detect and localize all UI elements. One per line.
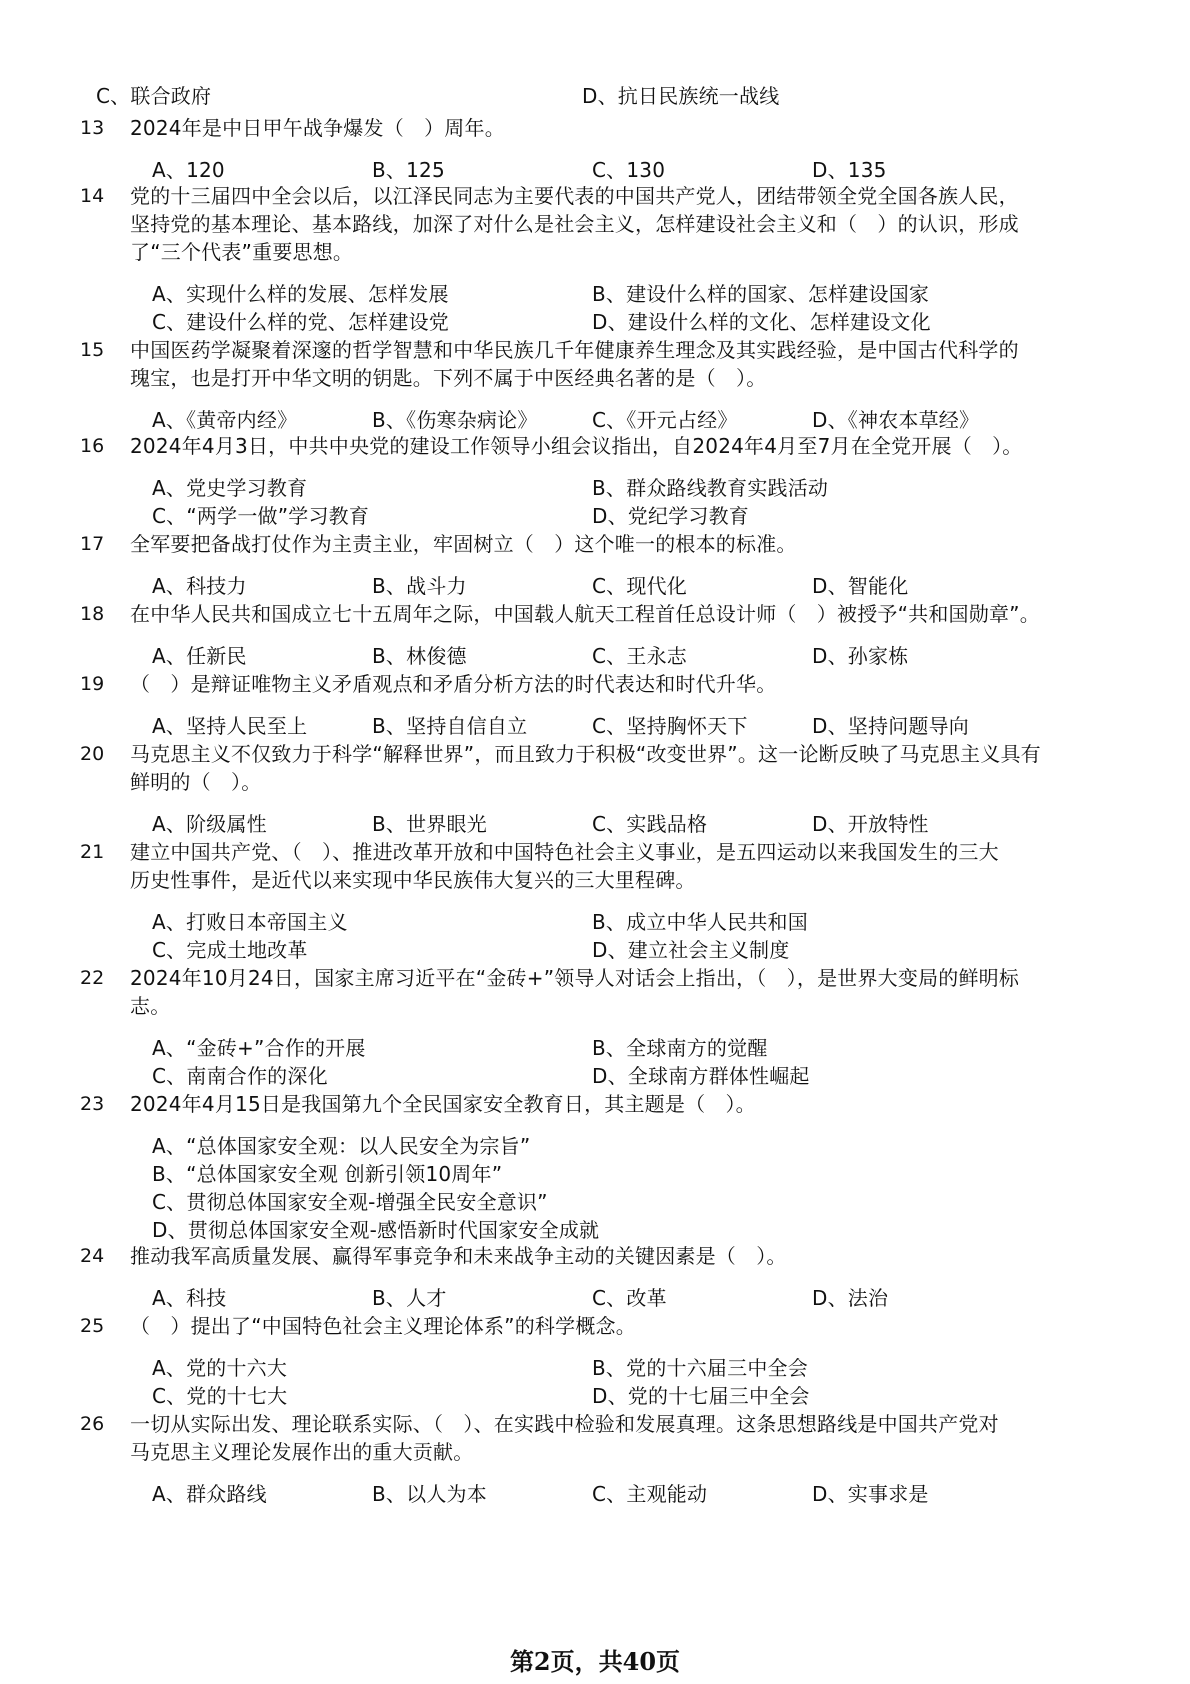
option-a[interactable]: A、任新民 [152,644,247,668]
question-number: 25 [80,1315,105,1337]
option-d[interactable]: D、党的十七届三中全会 [592,1384,810,1408]
option-d[interactable]: D、《神农本草经》 [812,408,980,432]
question-number: 18 [80,603,105,625]
option-c[interactable]: C、实践品格 [592,812,708,836]
question-stem-line: 历史性事件，是近代以来实现中华民族伟大复兴的三大里程碑。 [130,868,696,892]
option-d[interactable]: D、建设什么样的文化、怎样建设文化 [592,310,931,334]
prev-option-d: D、抗日民族统一战线 [582,84,780,108]
option-d[interactable]: D、坚持问题导向 [812,714,970,738]
question-stem-line: 2024年4月3日，中共中央党的建设工作领导小组会议指出，自2024年4月至7月在全党开展（ ）。 [130,434,1023,458]
option-b[interactable]: B、世界眼光 [372,812,487,836]
question-stem-line: （ ）是辩证唯物主义矛盾观点和矛盾分析方法的时代表达和时代升华。 [130,672,777,696]
option-d[interactable]: D、党纪学习教育 [592,504,750,528]
option-c[interactable]: C、主观能动 [592,1482,708,1506]
option-c[interactable]: C、南南合作的深化 [152,1064,328,1088]
option-a[interactable]: A、党史学习教育 [152,476,308,500]
option-c[interactable]: C、建设什么样的党、怎样建设党 [152,310,449,334]
question-stem-line: 2024年4月15日是我国第九个全民国家安全教育日，其主题是（ ）。 [130,1092,756,1116]
option-c[interactable]: C、《开元占经》 [592,408,738,432]
question-number: 19 [80,673,105,695]
option-d[interactable]: D、智能化 [812,574,909,598]
option-d[interactable]: D、全球南方群体性崛起 [592,1064,810,1088]
question-number: 14 [80,185,105,207]
question-stem-line: 坚持党的基本理论、基本路线，加深了对什么是社会主义，怎样建设社会主义和（ ）的认识，形成 [130,212,1019,236]
option-a[interactable]: A、群众路线 [152,1482,267,1506]
option-c[interactable]: C、党的十七大 [152,1384,288,1408]
option-d[interactable]: D、法治 [812,1286,889,1310]
question-stem-line: 2024年10月24日，国家主席习近平在“金砖+”领导人对话会上指出，（ ），是世界大变局的鲜明标 [130,966,1020,990]
prev-option-c: C、联合政府 [96,84,212,108]
option-a[interactable]: A、阶级属性 [152,812,267,836]
option-a[interactable]: A、实现什么样的发展、怎样发展 [152,282,449,306]
page-footer: 第2页，共40页 [509,1647,681,1676]
option-b[interactable]: B、人才 [372,1286,447,1310]
option-b[interactable]: B、林俊德 [372,644,467,668]
option-a[interactable]: A、“总体国家安全观：以人民安全为宗旨” [152,1134,531,1158]
question-stem-line: 马克思主义不仅致力于科学“解释世界”，而且致力于积极“改变世界”。这一论断反映了马克思主义具有 [130,742,1041,766]
question-number: 26 [80,1413,105,1435]
option-a[interactable]: A、党的十六大 [152,1356,288,1380]
option-a[interactable]: A、《黄帝内经》 [152,408,298,432]
option-b[interactable]: B、以人为本 [372,1482,487,1506]
option-b[interactable]: B、“总体国家安全观 创新引领10周年” [152,1162,503,1186]
question-number: 21 [80,841,105,863]
question-stem-line: （ ）提出了“中国特色社会主义理论体系”的科学概念。 [130,1314,636,1338]
question-stem-line: 瑰宝，也是打开中华文明的钥匙。下列不属于中医经典名著的是（ ）。 [130,366,767,390]
option-d[interactable]: D、贯彻总体国家安全观-感悟新时代国家安全成就 [152,1218,600,1242]
question-number: 16 [80,435,105,457]
option-b[interactable]: B、建设什么样的国家、怎样建设国家 [592,282,930,306]
question-number: 23 [80,1093,105,1115]
option-a[interactable]: A、科技力 [152,574,247,598]
question-number: 17 [80,533,105,555]
option-c[interactable]: C、坚持胸怀天下 [592,714,748,738]
option-c[interactable]: C、王永志 [592,644,687,668]
question-stem-line: 鲜明的（ ）。 [130,770,262,794]
option-c[interactable]: C、完成土地改革 [152,938,308,962]
option-a[interactable]: A、科技 [152,1286,227,1310]
question-stem-line: 马克思主义理论发展作出的重大贡献。 [130,1440,474,1464]
question-stem-line: 一切从实际出发、理论联系实际、（ ）、在实践中检验和发展真理。这条思想路线是中国共产党对 [130,1412,999,1436]
question-stem-line: 了“三个代表”重要思想。 [130,240,354,264]
question-stem-line: 志。 [130,994,171,1018]
option-d[interactable]: D、开放特性 [812,812,929,836]
question-number: 22 [80,967,105,989]
option-a[interactable]: A、打败日本帝国主义 [152,910,348,934]
option-b[interactable]: B、坚持自信自立 [372,714,528,738]
option-b[interactable]: B、党的十六届三中全会 [592,1356,808,1380]
option-a[interactable]: A、“金砖+”合作的开展 [152,1036,366,1060]
question-stem-line: 2024年是中日甲午战争爆发（ ）周年。 [130,116,505,140]
option-d[interactable]: D、135 [812,158,887,182]
question-stem-line: 在中华人民共和国成立七十五周年之际，中国载人航天工程首任总设计师（ ）被授予“共和国勋章”。 [130,602,1040,626]
question-number: 15 [80,339,105,361]
question-stem-line: 全军要把备战打仗作为主责主业，牢固树立（ ）这个唯一的根本的标准。 [130,532,797,556]
question-stem-line: 推动我军高质量发展、赢得军事竞争和未来战争主动的关键因素是（ ）。 [130,1244,787,1268]
question-number: 24 [80,1245,105,1267]
option-b[interactable]: B、125 [372,158,445,182]
question-number: 13 [80,117,105,139]
option-c[interactable]: C、130 [592,158,666,182]
option-b[interactable]: B、成立中华人民共和国 [592,910,808,934]
option-c[interactable]: C、现代化 [592,574,687,598]
option-c[interactable]: C、改革 [592,1286,667,1310]
option-b[interactable]: B、全球南方的觉醒 [592,1036,768,1060]
option-d[interactable]: D、孙家栋 [812,644,909,668]
option-a[interactable]: A、坚持人民至上 [152,714,308,738]
option-b[interactable]: B、《伤寒杂病论》 [372,408,538,432]
option-d[interactable]: D、实事求是 [812,1482,929,1506]
option-c[interactable]: C、“两学一做”学习教育 [152,504,370,528]
option-a[interactable]: A、120 [152,158,225,182]
question-number: 20 [80,743,105,765]
option-b[interactable]: B、群众路线教育实践活动 [592,476,829,500]
option-d[interactable]: D、建立社会主义制度 [592,938,790,962]
option-c[interactable]: C、贯彻总体国家安全观-增强全民安全意识” [152,1190,548,1214]
question-stem-line: 中国医药学凝聚着深邃的哲学智慧和中华民族几千年健康养生理念及其实践经验，是中国古代科学的 [130,338,1019,362]
option-b[interactable]: B、战斗力 [372,574,467,598]
question-stem-line: 党的十三届四中全会以后，以江泽民同志为主要代表的中国共产党人，团结带领全党全国各族人民， [130,184,1019,208]
question-stem-line: 建立中国共产党、（ ）、推进改革开放和中国特色社会主义事业，是五四运动以来我国发生的三大 [130,840,999,864]
